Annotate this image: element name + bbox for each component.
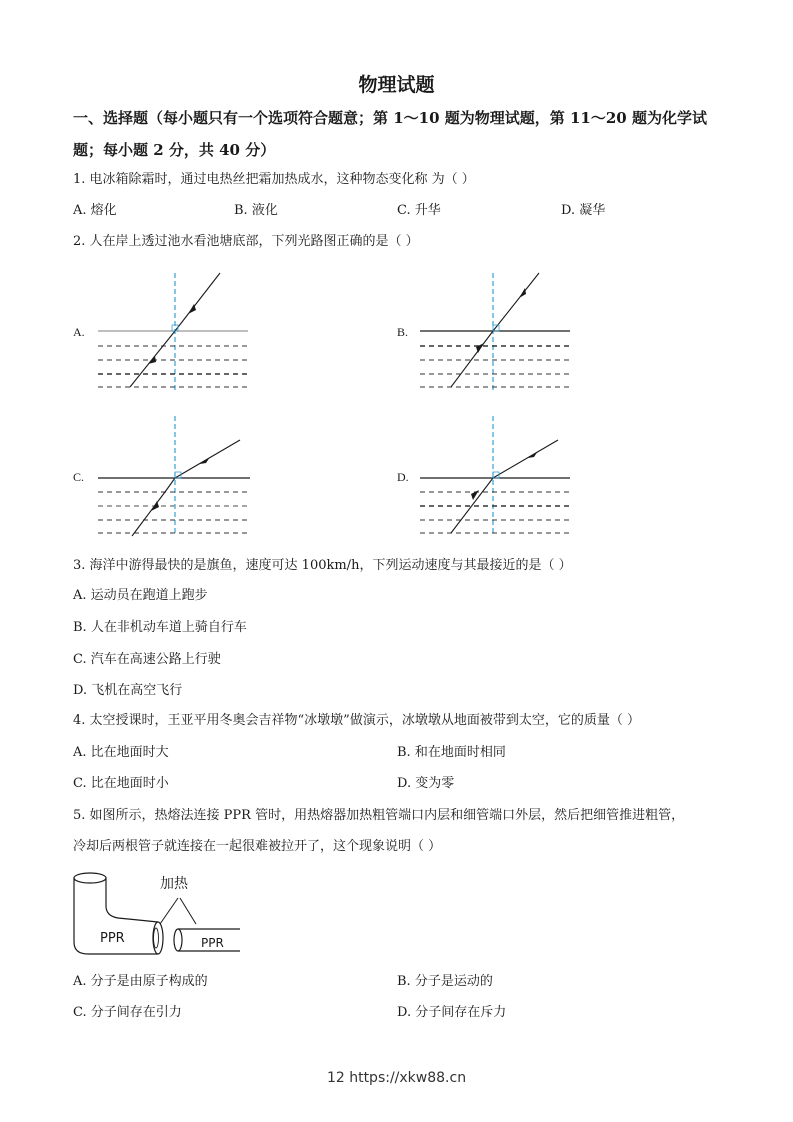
section-heading-line-2: 题；每小题 2 分，共 40 分） xyxy=(73,141,276,159)
q3-option-d: D. 飞机在高空飞行 xyxy=(73,683,183,698)
q3-option-a: A. 运动员在跑道上跑步 xyxy=(73,588,208,603)
section-heading-line-1: 一、选择题（每小题只有一个选项符合题意；第 1～10 题为物理试题，第 11～20 题为化学试 xyxy=(73,109,707,127)
question-2-stem: 2. 人在岸上透过池水看池塘底部，下列光路图正确的是（ ） xyxy=(73,234,419,249)
q3-option-c: C. 汽车在高速公路上行驶 xyxy=(73,652,221,667)
question-1-stem: 1. 电冰箱除霜时，通过电热丝把霜加热成水，这种物态变化称 为（ ） xyxy=(73,172,475,187)
question-4-stem: 4. 太空授课时，王亚平用冬奥会吉祥物“冰墩墩”做演示，冰墩墩从地面被带到太空，它的质量（ ） xyxy=(73,713,640,728)
question-5-stem-line-1: 5. 如图所示，热熔法连接 PPR 管时，用热熔器加热粗管端口内层和细管端口外层，然后把细管推进粗管， xyxy=(73,808,685,823)
q5-pipe-figure xyxy=(68,868,248,960)
q2-figure-a-diagram xyxy=(90,265,260,395)
q1-option-d: D. 凝华 xyxy=(561,203,606,218)
q2-figure-c-diagram xyxy=(90,410,260,540)
question-5-stem-line-2: 冷却后两根管子就连接在一起很难被拉开了，这个现象说明（ ） xyxy=(73,839,442,854)
q5-option-d: D. 分子间存在斥力 xyxy=(397,1005,507,1020)
q4-option-c: C. 比在地面时小 xyxy=(73,776,169,791)
q2-figure-d-label: D. xyxy=(397,470,409,484)
q5-option-b: B. 分子是运动的 xyxy=(397,974,493,989)
q5-pipe-label-thick: PPR xyxy=(100,931,125,946)
q2-figure-b-diagram xyxy=(415,265,585,395)
q1-option-c: C. 升华 xyxy=(397,203,441,218)
q4-option-b: B. 和在地面时相同 xyxy=(397,745,506,760)
q5-option-a: A. 分子是由原子构成的 xyxy=(73,974,208,989)
q3-option-b: B. 人在非机动车道上骑自行车 xyxy=(73,620,247,635)
q2-figure-d-diagram xyxy=(415,410,585,540)
q1-option-b: B. 液化 xyxy=(234,203,278,218)
page-title: 物理试题 xyxy=(358,74,435,96)
q2-figure-a-label: A. xyxy=(73,325,85,339)
q5-option-c: C. 分子间存在引力 xyxy=(73,1005,182,1020)
q5-pipe-label-thin: PPR xyxy=(201,936,224,950)
q2-figure-b-label: B. xyxy=(397,325,409,339)
q4-option-a: A. 比在地面时大 xyxy=(73,745,169,760)
q5-heat-label: 加热 xyxy=(160,876,188,892)
q1-option-a: A. 熔化 xyxy=(73,203,117,218)
page-footer: 12 https://xkw88.cn xyxy=(326,1070,467,1086)
q2-figure-c-label: C. xyxy=(73,470,85,484)
question-3-stem: 3. 海洋中游得最快的是旗鱼，速度可达 100km/h，下列运动速度与其最接近的是（ ） xyxy=(73,558,572,573)
q4-option-d: D. 变为零 xyxy=(397,776,455,791)
